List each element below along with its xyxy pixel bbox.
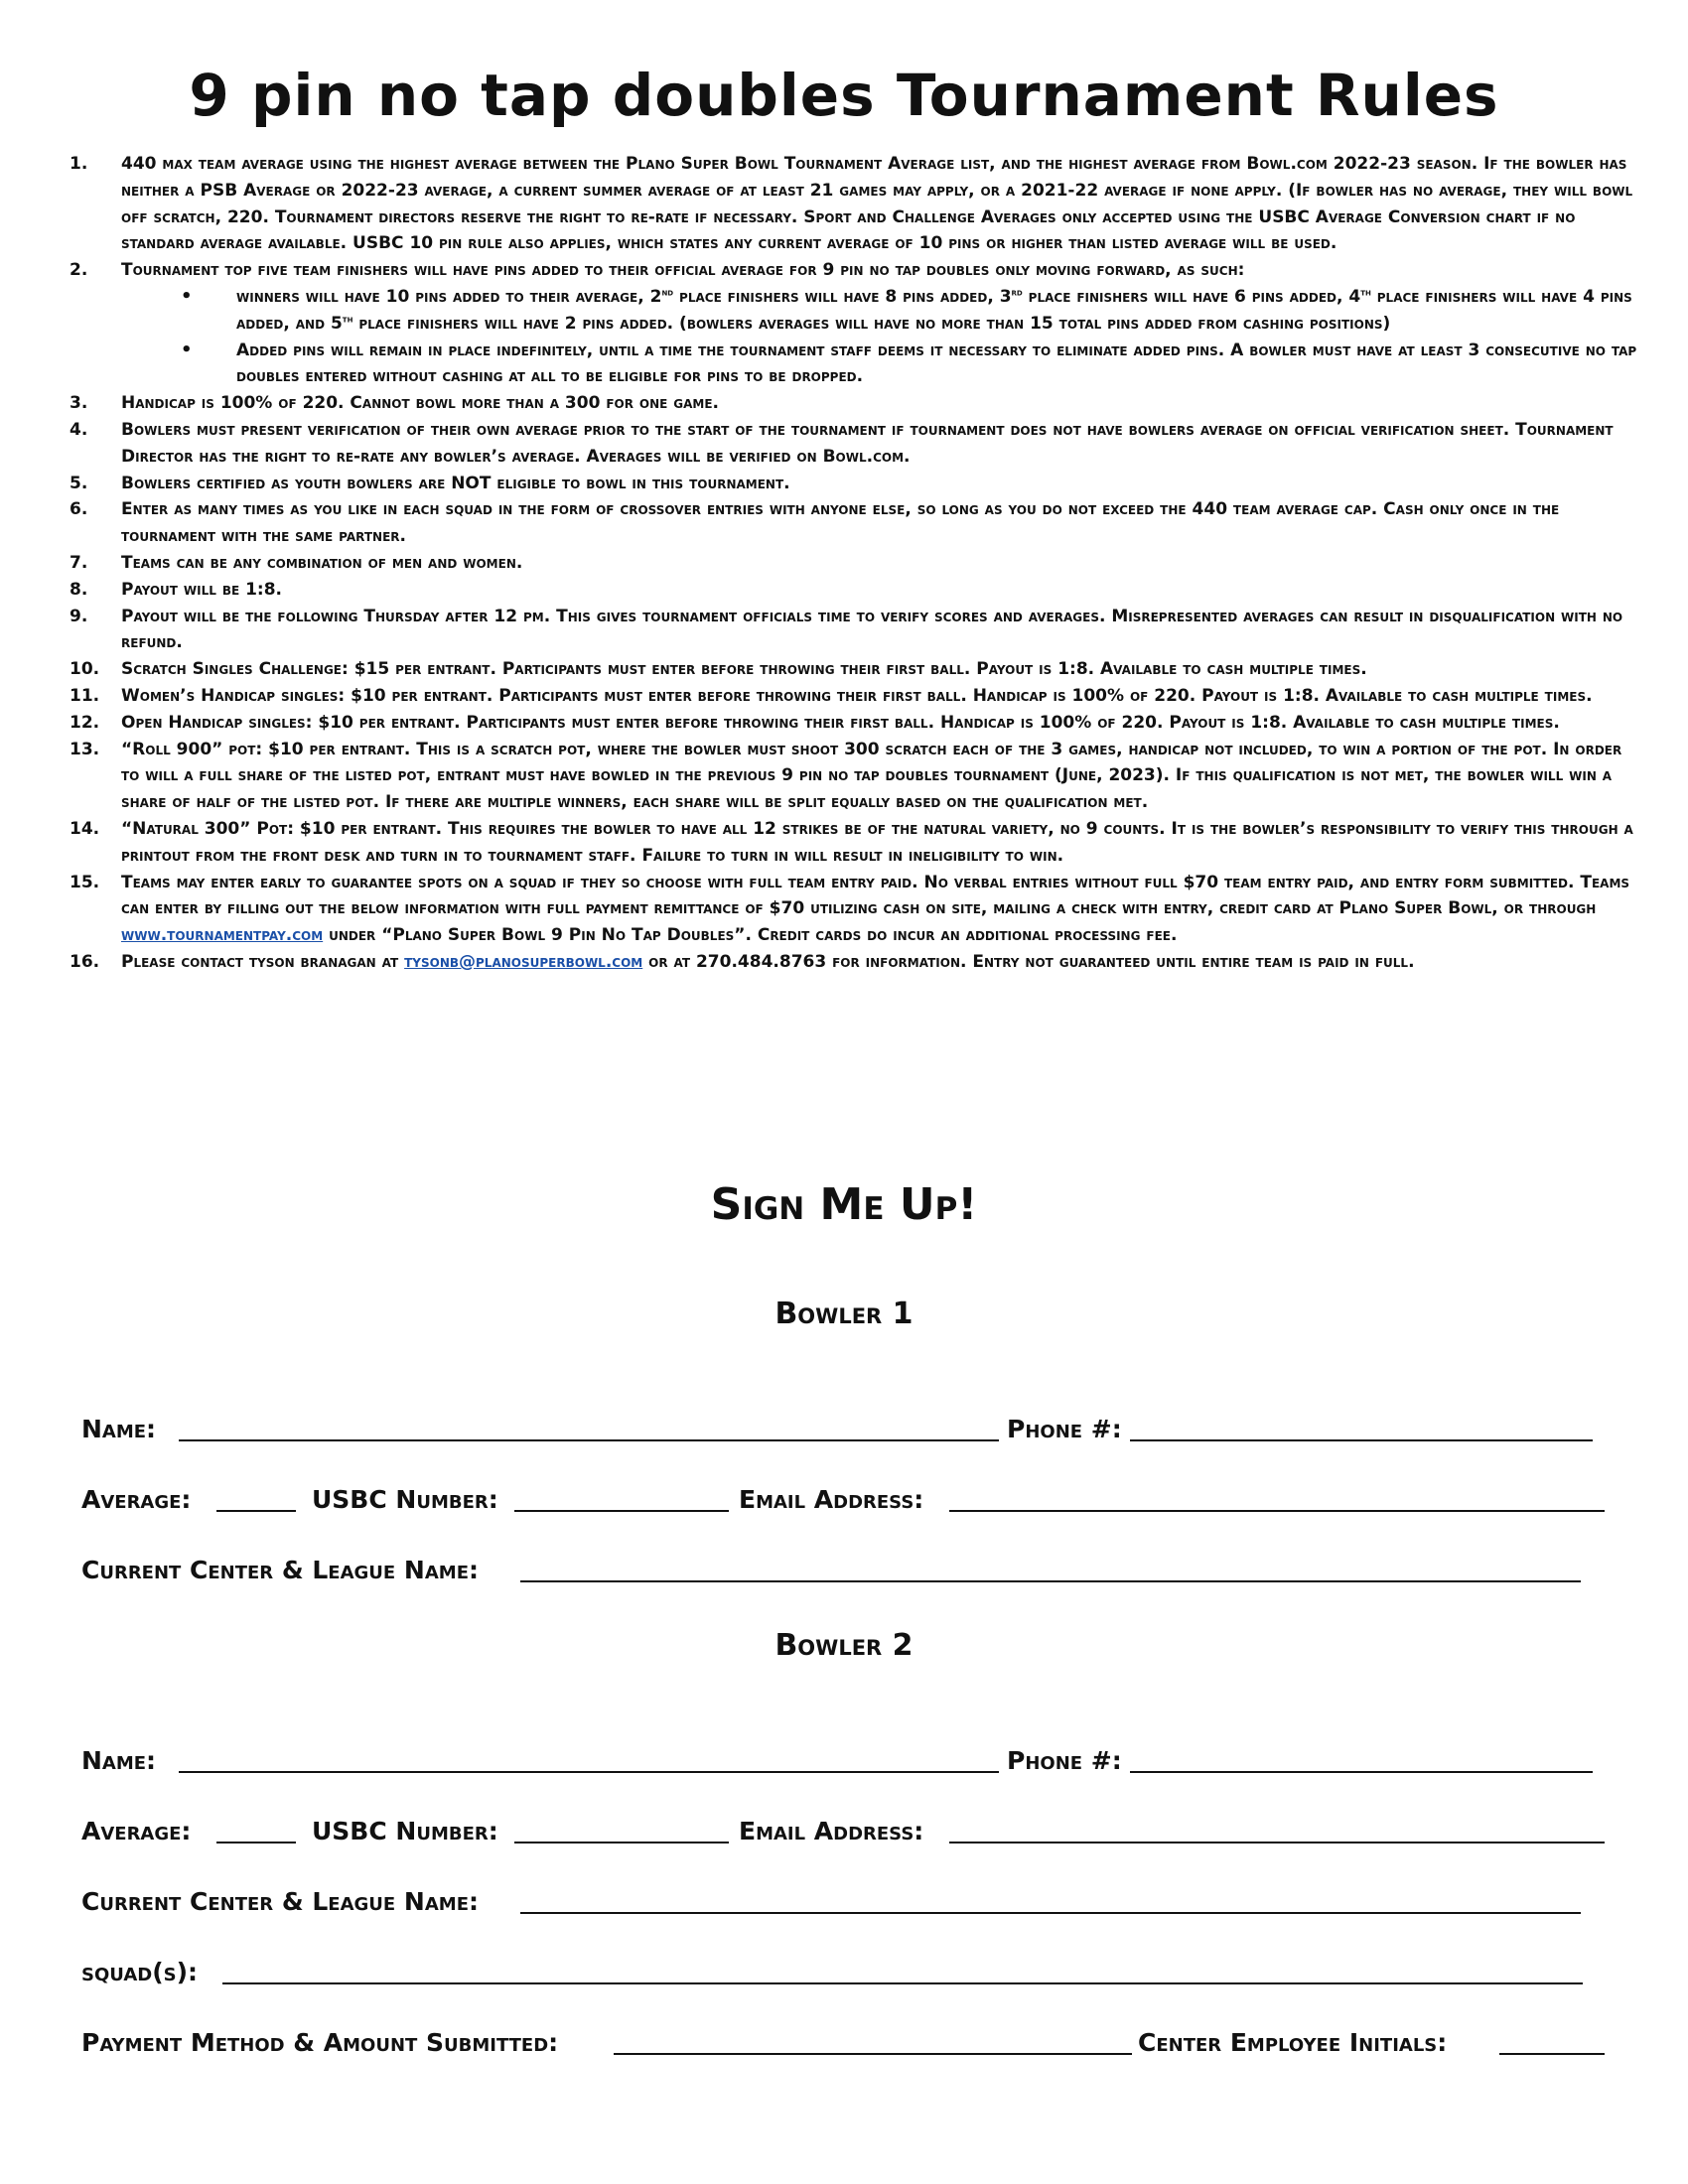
rule-item	[70, 577, 1638, 604]
rule-number: 16.	[70, 951, 100, 972]
rule-text: “Roll 900” pot: $10 per entrant. This is a scratch pot, where the bowler must shoot 300 scratch each of the 3 games, handicap not included, to win a portion of the pot. In order to will a full share of the listed pot, entrant must have bowled in the previous 9 pin no tap doubles tournament (June, 2023). If this qualification is not met, the bowler will win a share of half of the listed pot. If there are multiple winners, each share will be split equally based on the qualification met.	[121, 739, 1622, 813]
rule-item	[70, 471, 1638, 497]
rule-number: 4.	[70, 419, 88, 440]
rule-item	[70, 496, 1638, 550]
rule-item	[70, 417, 1638, 471]
bullet-text: Added pins will remain in place indefinitely, until a time the tournament staff deems it necessary to eliminate added pins. A bowler must have at least 3 consecutive no tap doubles entered without cashing at all to be eligible for pins to be dropped.	[236, 340, 1637, 387]
payment-method-field[interactable]	[614, 2053, 1132, 2055]
rule-item	[70, 151, 1638, 257]
rule-text	[121, 873, 1629, 946]
page-title: 9 pin no tap doubles Tournament Rules	[189, 62, 1499, 129]
center-league-label: Current Center & League Name:	[81, 1887, 479, 1916]
bowler-2-average-field[interactable]	[216, 1842, 296, 1843]
bullet-item	[70, 338, 1638, 391]
bowler-1-usbc-field[interactable]	[514, 1510, 729, 1512]
bowler-1-phone-field[interactable]	[1130, 1439, 1593, 1441]
rule-text: Payout will be the following Thursday after 12 pm. This gives tournament officials time to verify scores and averages. Misrepresented averages can result in disqualification with no refund.	[121, 606, 1623, 653]
bowler-2-phone-field[interactable]	[1130, 1771, 1593, 1773]
bowler-2-name-field[interactable]	[179, 1771, 999, 1773]
ordinal-suffix: nd	[661, 287, 674, 299]
payment-method-label: Payment Method & Amount Submitted:	[81, 2028, 559, 2057]
rule-text-part: under “Plano Super Bowl 9 Pin No Tap Doubles”. Credit cards do incur an additional processing fee.	[323, 925, 1178, 946]
bowler-2-email-field[interactable]	[949, 1842, 1605, 1843]
bowler-2-center-field[interactable]	[520, 1912, 1581, 1914]
rule-text	[121, 952, 1415, 972]
payment-row	[81, 2021, 1611, 2061]
bullet-item	[70, 284, 1638, 338]
center-league-label: Current Center & League Name:	[81, 1556, 479, 1584]
rule-number: 3.	[70, 393, 88, 414]
bowler-1-average-row	[81, 1478, 1611, 1518]
rule-number: 8.	[70, 579, 88, 600]
rule-text: Women’s Handicap singles: $10 per entrant. Participants must enter before throwing their first ball. Handicap is 100% of 220. Payout is 1:8. Available to cash multiple times.	[121, 685, 1593, 706]
bowler-2-heading: Bowler 2	[774, 1628, 914, 1663]
rule-text-part: Please contact tyson branagan at	[121, 951, 405, 972]
ordinal-suffix: rd	[1011, 287, 1023, 299]
bullet-text-part: place finishers will have 2 pins added. (bowlers averages will have no more than 15 total pins added from cashing positions)	[352, 313, 1391, 334]
rule-number: 5.	[70, 473, 88, 493]
bullet-text-part: place finishers will have 4 pins added, and 5	[236, 286, 1632, 334]
bullet-text-part: place finishers will have 6 pins added, 4	[1022, 286, 1361, 307]
phone-label: Phone #:	[1007, 1415, 1122, 1443]
rule-text: Enter as many times as you like in each squad in the form of crossover entries with anyone else, so long as you do not exceed the 440 team average cap. Cash only once in the tournament with the same partner.	[121, 499, 1560, 547]
rule-number: 1.	[70, 154, 88, 174]
email-address-label: Email Address:	[739, 1485, 924, 1514]
ordinal-suffix: th	[342, 314, 353, 326]
phone-label: Phone #:	[1007, 1746, 1122, 1775]
bowler-2-usbc-field[interactable]	[514, 1842, 729, 1843]
employee-initials-label: Center Employee Initials:	[1138, 2028, 1448, 2057]
name-label: Name:	[81, 1415, 157, 1443]
rule-2-bullets	[121, 284, 1638, 390]
rule-item	[70, 550, 1638, 577]
rule-text: Tournament top five team finishers will have pins added to their official average for 9 pin no tap doubles only moving forward, as such:	[121, 260, 1245, 281]
rule-text-part: or at 270.484.8763 for information. Entry not guaranteed until entire team is paid in full.	[642, 951, 1415, 972]
rule-text: Payout will be 1:8.	[121, 579, 282, 600]
rule-item	[70, 604, 1638, 657]
bowler-2-average-row	[81, 1810, 1611, 1849]
rule-text-part: Teams may enter early to guarantee spots on a squad if they so choose with full team entry paid. No verbal entries without full $70 team entry paid, and entry form submitted. Teams can enter by filling out the below information with full payment remittance of $70 utilizing cash on site, mailing a check with entry, credit card at Plano Super Bowl, or through	[121, 872, 1630, 919]
rule-number: 9.	[70, 606, 88, 626]
rule-text: Handicap is 100% of 220. Cannot bowl more than a 300 for one game.	[121, 393, 719, 414]
rule-text: “Natural 300” Pot: $10 per entrant. This requires the bowler to have all 12 strikes be of the natural variety, no 9 counts. It is the bowler’s responsibility to verify this through a printout from the front desk and turn in to tournament staff. Failure to turn in will result in ineligibility to win.	[121, 818, 1633, 866]
bullet-icon: •	[181, 285, 193, 307]
rule-number: 10.	[70, 659, 100, 680]
squad-label: squad(s):	[81, 1958, 199, 1986]
average-label: Average:	[81, 1485, 192, 1514]
rules-list	[70, 151, 1638, 976]
bowler-1-heading: Bowler 1	[774, 1297, 914, 1331]
bowler-1-center-field[interactable]	[520, 1580, 1581, 1582]
average-label: Average:	[81, 1817, 192, 1845]
bowler-2-name-row	[81, 1739, 1611, 1779]
rule-item	[70, 390, 1638, 417]
employee-initials-field[interactable]	[1499, 2053, 1605, 2055]
rule-item	[70, 816, 1638, 870]
bowler-1-name-row	[81, 1408, 1611, 1447]
rule-item	[70, 949, 1638, 976]
rule-text: 440 max team average using the highest average between the Plano Super Bowl Tournament Average list, and the highest average from Bowl.com 2022-23 season. If the bowler has neither a PSB Average or 2022-23 average, a current summer average of at least 21 games may apply, or a 2021-22 average if none apply. (If bowler has no average, they will bowl off scratch, 220. Tournament directors reserve the right to re-rate if necessary. Sport and Challenge Averages only accepted using the USBC Average Conversion chart if no standard average available. USBC 10 pin rule also applies, which states any current average of 10 pins or higher than listed average will be used.	[121, 154, 1633, 254]
ordinal-suffix: th	[1360, 287, 1371, 299]
rule-text: Open Handicap singles: $10 per entrant. Participants must enter before throwing their first ball. Handicap is 100% of 220. Payout is 1:8. Available to cash multiple times.	[121, 712, 1560, 733]
rule-number: 13.	[70, 739, 100, 759]
rule-text: Bowlers must present verification of their own average prior to the start of the tournament if tournament does not have bowlers average on official verification sheet. Tournament Director has the right to re-rate any bowler’s average. Averages will be verified on Bowl.com.	[121, 419, 1614, 467]
bowler-1-email-field[interactable]	[949, 1510, 1605, 1512]
bullet-text	[179, 284, 1638, 338]
rule-item	[70, 737, 1638, 816]
signup-heading: Sign Me Up!	[710, 1179, 978, 1230]
rule-text: Bowlers certified as youth bowlers are NOT eligible to bowl in this tournament.	[121, 473, 790, 493]
rule-number: 7.	[70, 552, 88, 573]
rule-number: 11.	[70, 685, 100, 706]
squad-field[interactable]	[222, 1982, 1583, 1984]
bowler-1-average-field[interactable]	[216, 1510, 296, 1512]
usbc-number-label: USBC Number:	[312, 1817, 498, 1845]
email-address-label: Email Address:	[739, 1817, 924, 1845]
bullet-text-part: winners will have 10 pins added to their average, 2	[236, 286, 662, 307]
rule-item	[70, 257, 1638, 390]
rule-item	[70, 656, 1638, 683]
bullet-icon: •	[181, 339, 193, 360]
bowler-2-center-row	[81, 1880, 1611, 1920]
rule-item	[70, 683, 1638, 710]
squad-row	[81, 1951, 1611, 1990]
name-label: Name:	[81, 1746, 157, 1775]
rule-number: 15.	[70, 872, 100, 892]
rule-number: 2.	[70, 260, 88, 281]
rule-item	[70, 870, 1638, 949]
rule-text: Scratch Singles Challenge: $15 per entrant. Participants must enter before throwing their first ball. Payout is 1:8. Available to cash multiple times.	[121, 659, 1367, 680]
bowler-1-center-row	[81, 1549, 1611, 1588]
bullet-text-part: place finishers will have 8 pins added, 3	[673, 286, 1012, 307]
usbc-number-label: USBC Number:	[312, 1485, 498, 1514]
bowler-1-name-field[interactable]	[179, 1439, 999, 1441]
tournamentpay-link[interactable]: www.tournamentpay.com	[121, 925, 324, 946]
rule-item	[70, 710, 1638, 737]
email-link[interactable]: tysonb@planosuperbowl.com	[404, 951, 643, 972]
rule-number: 14.	[70, 818, 100, 839]
rule-number: 6.	[70, 499, 88, 520]
rule-text: Teams can be any combination of men and women.	[121, 552, 523, 573]
rule-number: 12.	[70, 712, 100, 733]
